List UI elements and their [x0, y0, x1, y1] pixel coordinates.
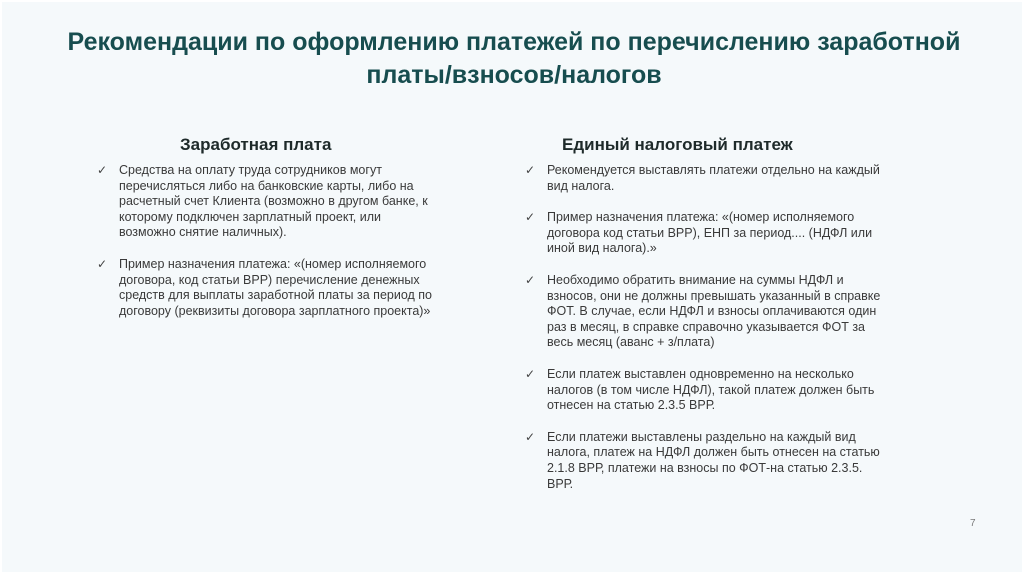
salary-column	[94, 134, 434, 335]
slide	[2, 2, 1022, 572]
list-item-text: Необходимо обратить внимание на суммы НДФЛ и взносов, они не должны превышать указанный в справке ФОТ. В случае, если НДФЛ и взносы оплачиваются один раз в месяц, в справке справочно указывается ФОТ за весь месяц (аванс + з/плата)	[547, 272, 881, 350]
list-item	[94, 163, 434, 241]
list-item	[522, 163, 882, 194]
salary-list	[94, 163, 434, 319]
list-item-text: Средства на оплату труда сотрудников могут перечисляться либо на банковские карты, либо на расчетный счет Клиента (возможно в другом банке, к которому подключен зарплатный проект, или возможно снятие наличных).	[119, 163, 428, 240]
list-item	[522, 273, 882, 351]
list-item	[522, 210, 882, 257]
tax-heading: Единый налоговый платеж	[562, 135, 793, 154]
list-item-text: Пример назначения платежа: «(номер исполняемого договора, код статьи ВРР) перечисление денежных средств для выплаты заработной платы за период по договору (реквизиты договора зарплатного проекта)»	[119, 256, 432, 318]
checkmark-icon: ✓	[97, 163, 108, 177]
checkmark-icon: ✓	[97, 256, 108, 271]
list-item	[522, 430, 882, 492]
list-item-text: Если платежи выставлены раздельно на каждый вид налога, платеж на НДФЛ должен быть отнесен на статью 2.1.8 ВРР, платежи на взносы по ФОТ-на статью 2.3.5. ВРР.	[547, 429, 880, 491]
checkmark-icon: ✓	[525, 163, 536, 177]
checkmark-icon: ✓	[525, 429, 536, 444]
list-item	[522, 367, 882, 414]
list-item-text: Рекомендуется выставлять платежи отдельно на каждый вид налога.	[547, 163, 880, 193]
checkmark-icon: ✓	[525, 210, 536, 225]
checkmark-icon: ✓	[525, 272, 536, 287]
list-item-text: Если платеж выставлен одновременно на несколько налогов (в том числе НДФЛ), такой платеж должен быть отнесен на статью 2.3.5 ВРР.	[547, 366, 875, 413]
list-item-text: Пример назначения платежа: «(номер исполняемого договора код статьи ВРР), ЕНП за период.... (НДФЛ или иной вид налога).»	[547, 210, 873, 256]
tax-column	[522, 134, 882, 508]
checkmark-icon: ✓	[525, 366, 536, 381]
list-item	[94, 257, 434, 319]
page-number: 7	[970, 518, 976, 529]
tax-list	[522, 163, 882, 492]
page-title: Рекомендации по оформлению платежей по перечислению заработной платы/взносов/налогов	[67, 28, 961, 89]
salary-heading: Заработная плата	[180, 135, 332, 154]
